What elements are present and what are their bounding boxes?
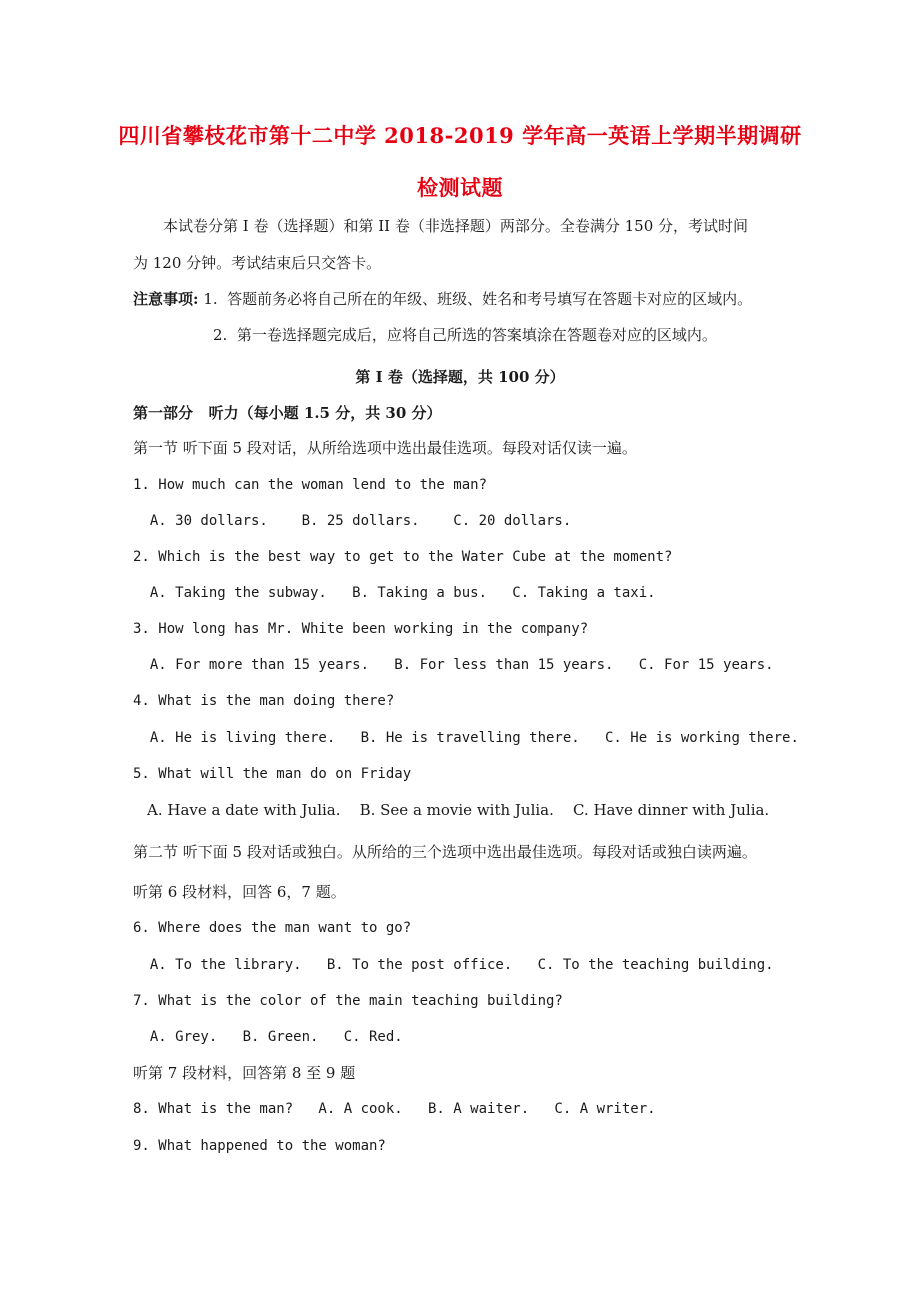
- question-2: 2. Which is the best way to get to the Water Cube at the moment?: [133, 549, 673, 565]
- question-4: 4. What is the man doing there?: [133, 693, 395, 709]
- listen-material-7: 听第 7 段材料，回答第 8 至 9 题: [133, 1064, 356, 1082]
- volume-1-heading: 第 I 卷（选择题，共 100 分）: [355, 368, 565, 386]
- title-line-1: 四川省攀枝花市第十二中学 2018-2019 学年高一英语上学期半期调研: [118, 123, 802, 148]
- question-7: 7. What is the color of the main teaching building?: [133, 993, 563, 1009]
- question-4-options: A. He is living there. B. He is travelling there. C. He is working there.: [133, 730, 799, 746]
- notes-block: [133, 289, 752, 309]
- question-5: 5. What will the man do on Friday: [133, 766, 412, 782]
- title-line-2: 检测试题: [417, 175, 503, 200]
- question-1: 1. How much can the woman lend to the man?: [133, 477, 488, 493]
- question-6: 6. Where does the man want to go?: [133, 920, 412, 936]
- question-2-options: A. Taking the subway. B. Taking a bus. C. Taking a taxi.: [133, 585, 656, 601]
- question-3: 3. How long has Mr. White been working in the company?: [133, 621, 589, 637]
- question-6-options: A. To the library. B. To the post office. C. To the teaching building.: [133, 957, 774, 973]
- notes-label: 注意事项:: [133, 290, 199, 308]
- question-1-options: A. 30 dollars. B. 25 dollars. C. 20 dollars.: [133, 513, 572, 529]
- intro-line-2: 为 120 分钟。考试结束后只交答卡。: [133, 254, 382, 272]
- question-9: 9. What happened to the woman?: [133, 1138, 386, 1154]
- part-1-heading: 第一部分 听力（每小题 1.5 分，共 30 分）: [133, 404, 442, 422]
- section-1-intro: 第一节 听下面 5 段对话，从所给选项中选出最佳选项。每段对话仅读一遍。: [133, 439, 637, 457]
- question-7-options: A. Grey. B. Green. C. Red.: [133, 1029, 403, 1045]
- listen-material-6: 听第 6 段材料，回答 6，7 题。: [133, 883, 346, 901]
- question-3-options: A. For more than 15 years. B. For less than 15 years. C. For 15 years.: [133, 657, 774, 673]
- intro-line-1: 本试卷分第 I 卷（选择题）和第 II 卷（非选择题）两部分。全卷满分 150 分，考试时间: [163, 217, 749, 235]
- notes-item-1: 1. 答题前务必将自己所在的年级、班级、姓名和考号填写在答题卡对应的区域内。: [198, 290, 753, 308]
- question-5-options: A. Have a date with Julia. B. See a movie with Julia. C. Have dinner with Julia.: [147, 801, 770, 819]
- question-8: 8. What is the man? A. A cook. B. A waiter. C. A writer.: [133, 1101, 656, 1117]
- notes-item-2: 2. 第一卷选择题完成后，应将自己所选的答案填涂在答题卷对应的区域内。: [213, 326, 717, 344]
- section-2-intro: 第二节 听下面 5 段对话或独白。从所给的三个选项中选出最佳选项。每段对话或独白读两遍。: [133, 843, 757, 861]
